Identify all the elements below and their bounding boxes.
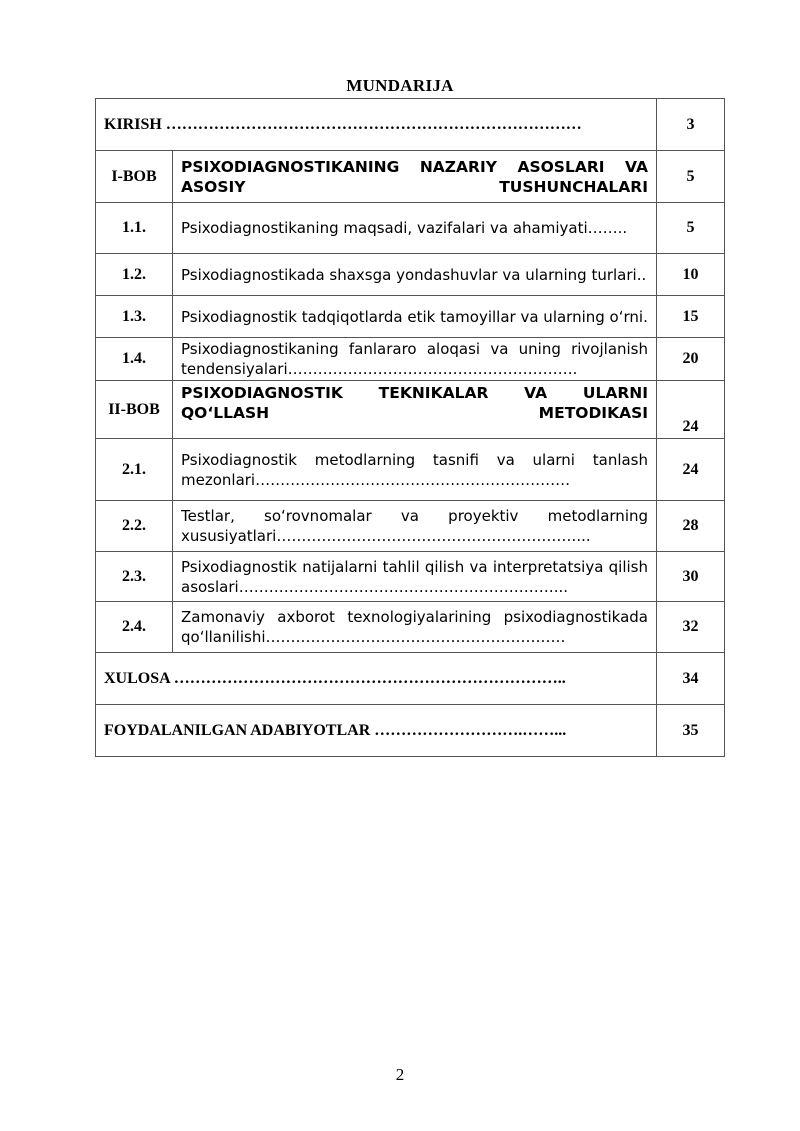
section-2-3-number: 2.3. <box>96 552 173 602</box>
toc-row-conclusion <box>96 653 725 705</box>
toc-row-1-2 <box>96 254 725 296</box>
section-1-3-title-line-1: Psixodiagnostik tadqiqotlarda etik tamoyillar va ularning oʻrni. <box>181 307 648 326</box>
toc-row-2-3 <box>96 552 725 602</box>
section-1-4-title <box>173 338 657 381</box>
toc-row-1-4 <box>96 338 725 381</box>
section-1-4-number: 1.4. <box>96 338 173 381</box>
section-1-2-title-line-1: Psixodiagnostikada shaxsga yondashuvlar va ularning turlari.. <box>181 265 647 284</box>
section-2-3-page: 30 <box>657 552 725 602</box>
page-number: 2 <box>395 1065 405 1084</box>
section-2-1-number: 2.1. <box>96 439 173 501</box>
section-1-3-number: 1.3. <box>96 296 173 338</box>
section-2-1-title-line-2: mezonlari……………………………………………………… <box>181 470 571 489</box>
chapter-2-page: 24 <box>657 381 725 439</box>
intro-label: KIRISH …………………………………………………………………… <box>96 99 657 151</box>
chapter-2-title <box>173 381 657 439</box>
toc-row-chapter-2 <box>96 381 725 439</box>
chapter-1-title-line-1: PSIXODIAGNOSTIKANING NAZARIY ASOSLARI VA <box>181 157 649 176</box>
toc-row-2-4 <box>96 602 725 653</box>
chapter-1-number: I-BOB <box>96 151 173 203</box>
section-1-2-page: 10 <box>657 254 725 296</box>
section-2-1-page: 24 <box>657 439 725 501</box>
section-2-3-title <box>173 552 657 602</box>
section-1-1-page: 5 <box>657 203 725 254</box>
section-2-1-title-line-1: Psixodiagnostik metodlarning tasnifi va ularni tanlash <box>181 450 649 469</box>
toc-title: MUNDARIJA <box>346 76 454 95</box>
section-2-4-number: 2.4. <box>96 602 173 653</box>
section-2-3-title-line-1: Psixodiagnostik natijalarni tahlil qilish va interpretatsiya qilish <box>181 557 649 576</box>
toc-row-1-3 <box>96 296 725 338</box>
section-1-4-page: 20 <box>657 338 725 381</box>
chapter-2-number: II-BOB <box>96 381 173 439</box>
section-1-4-title-line-2: tendensiyalari…………………………………………………. <box>181 360 578 378</box>
references-page: 35 <box>657 705 725 757</box>
section-2-3-title-line-2: asoslari………………………………………………………... <box>181 577 568 596</box>
chapter-1-title <box>173 151 657 203</box>
chapter-1-page: 5 <box>657 151 725 203</box>
section-2-1-title <box>173 439 657 501</box>
toc-row-2-1 <box>96 439 725 501</box>
section-1-3-title <box>173 296 657 338</box>
toc-table <box>95 98 725 757</box>
section-1-3-page: 15 <box>657 296 725 338</box>
chapter-2-title-line-2: QOʻLLASH METODIKASI <box>181 404 649 422</box>
conclusion-label: XULOSA ……………………………………………………………….. <box>96 653 657 705</box>
conclusion-page: 34 <box>657 653 725 705</box>
toc-row-references <box>96 705 725 757</box>
section-1-1-title-line-1: Psixodiagnostikaning maqsadi, vazifalari va ahamiyati…….. <box>181 219 628 237</box>
intro-page: 3 <box>657 99 725 151</box>
section-1-2-title <box>173 254 657 296</box>
toc-row-chapter-1 <box>96 151 725 203</box>
toc-row-2-2 <box>96 501 725 552</box>
section-2-4-title-line-1: Zamonaviy axborot texnologiyalarining psixodiagnostikada <box>181 608 649 626</box>
section-2-2-page: 28 <box>657 501 725 552</box>
section-2-2-number: 2.2. <box>96 501 173 552</box>
section-1-1-number: 1.1. <box>96 203 173 254</box>
section-2-2-title-line-2: xususiyatlari……………………………………………………... <box>181 527 591 545</box>
toc-row-intro <box>96 99 725 151</box>
section-2-2-title-line-1: Testlar, soʻrovnomalar va proyektiv metodlarning <box>181 507 649 525</box>
section-1-4-title-line-1: Psixodiagnostikaning fanlararo aloqasi va uning rivojlanish <box>181 340 649 358</box>
references-label: FOYDALANILGAN ADABIYOTLAR ……………………….……... <box>96 705 657 757</box>
toc-row-1-1 <box>96 203 725 254</box>
section-1-2-number: 1.2. <box>96 254 173 296</box>
chapter-2-title-line-1: PSIXODIAGNOSTIK TEKNIKALAR VA ULARNI <box>181 384 649 402</box>
chapter-1-title-line-2: ASOSIY TUSHUNCHALARI <box>181 177 649 196</box>
section-2-4-title <box>173 602 657 653</box>
section-2-4-title-line-2: qoʻllanilishi…………………………………………………… <box>181 628 566 646</box>
section-2-4-page: 32 <box>657 602 725 653</box>
section-1-1-title <box>173 203 657 254</box>
section-2-2-title <box>173 501 657 552</box>
